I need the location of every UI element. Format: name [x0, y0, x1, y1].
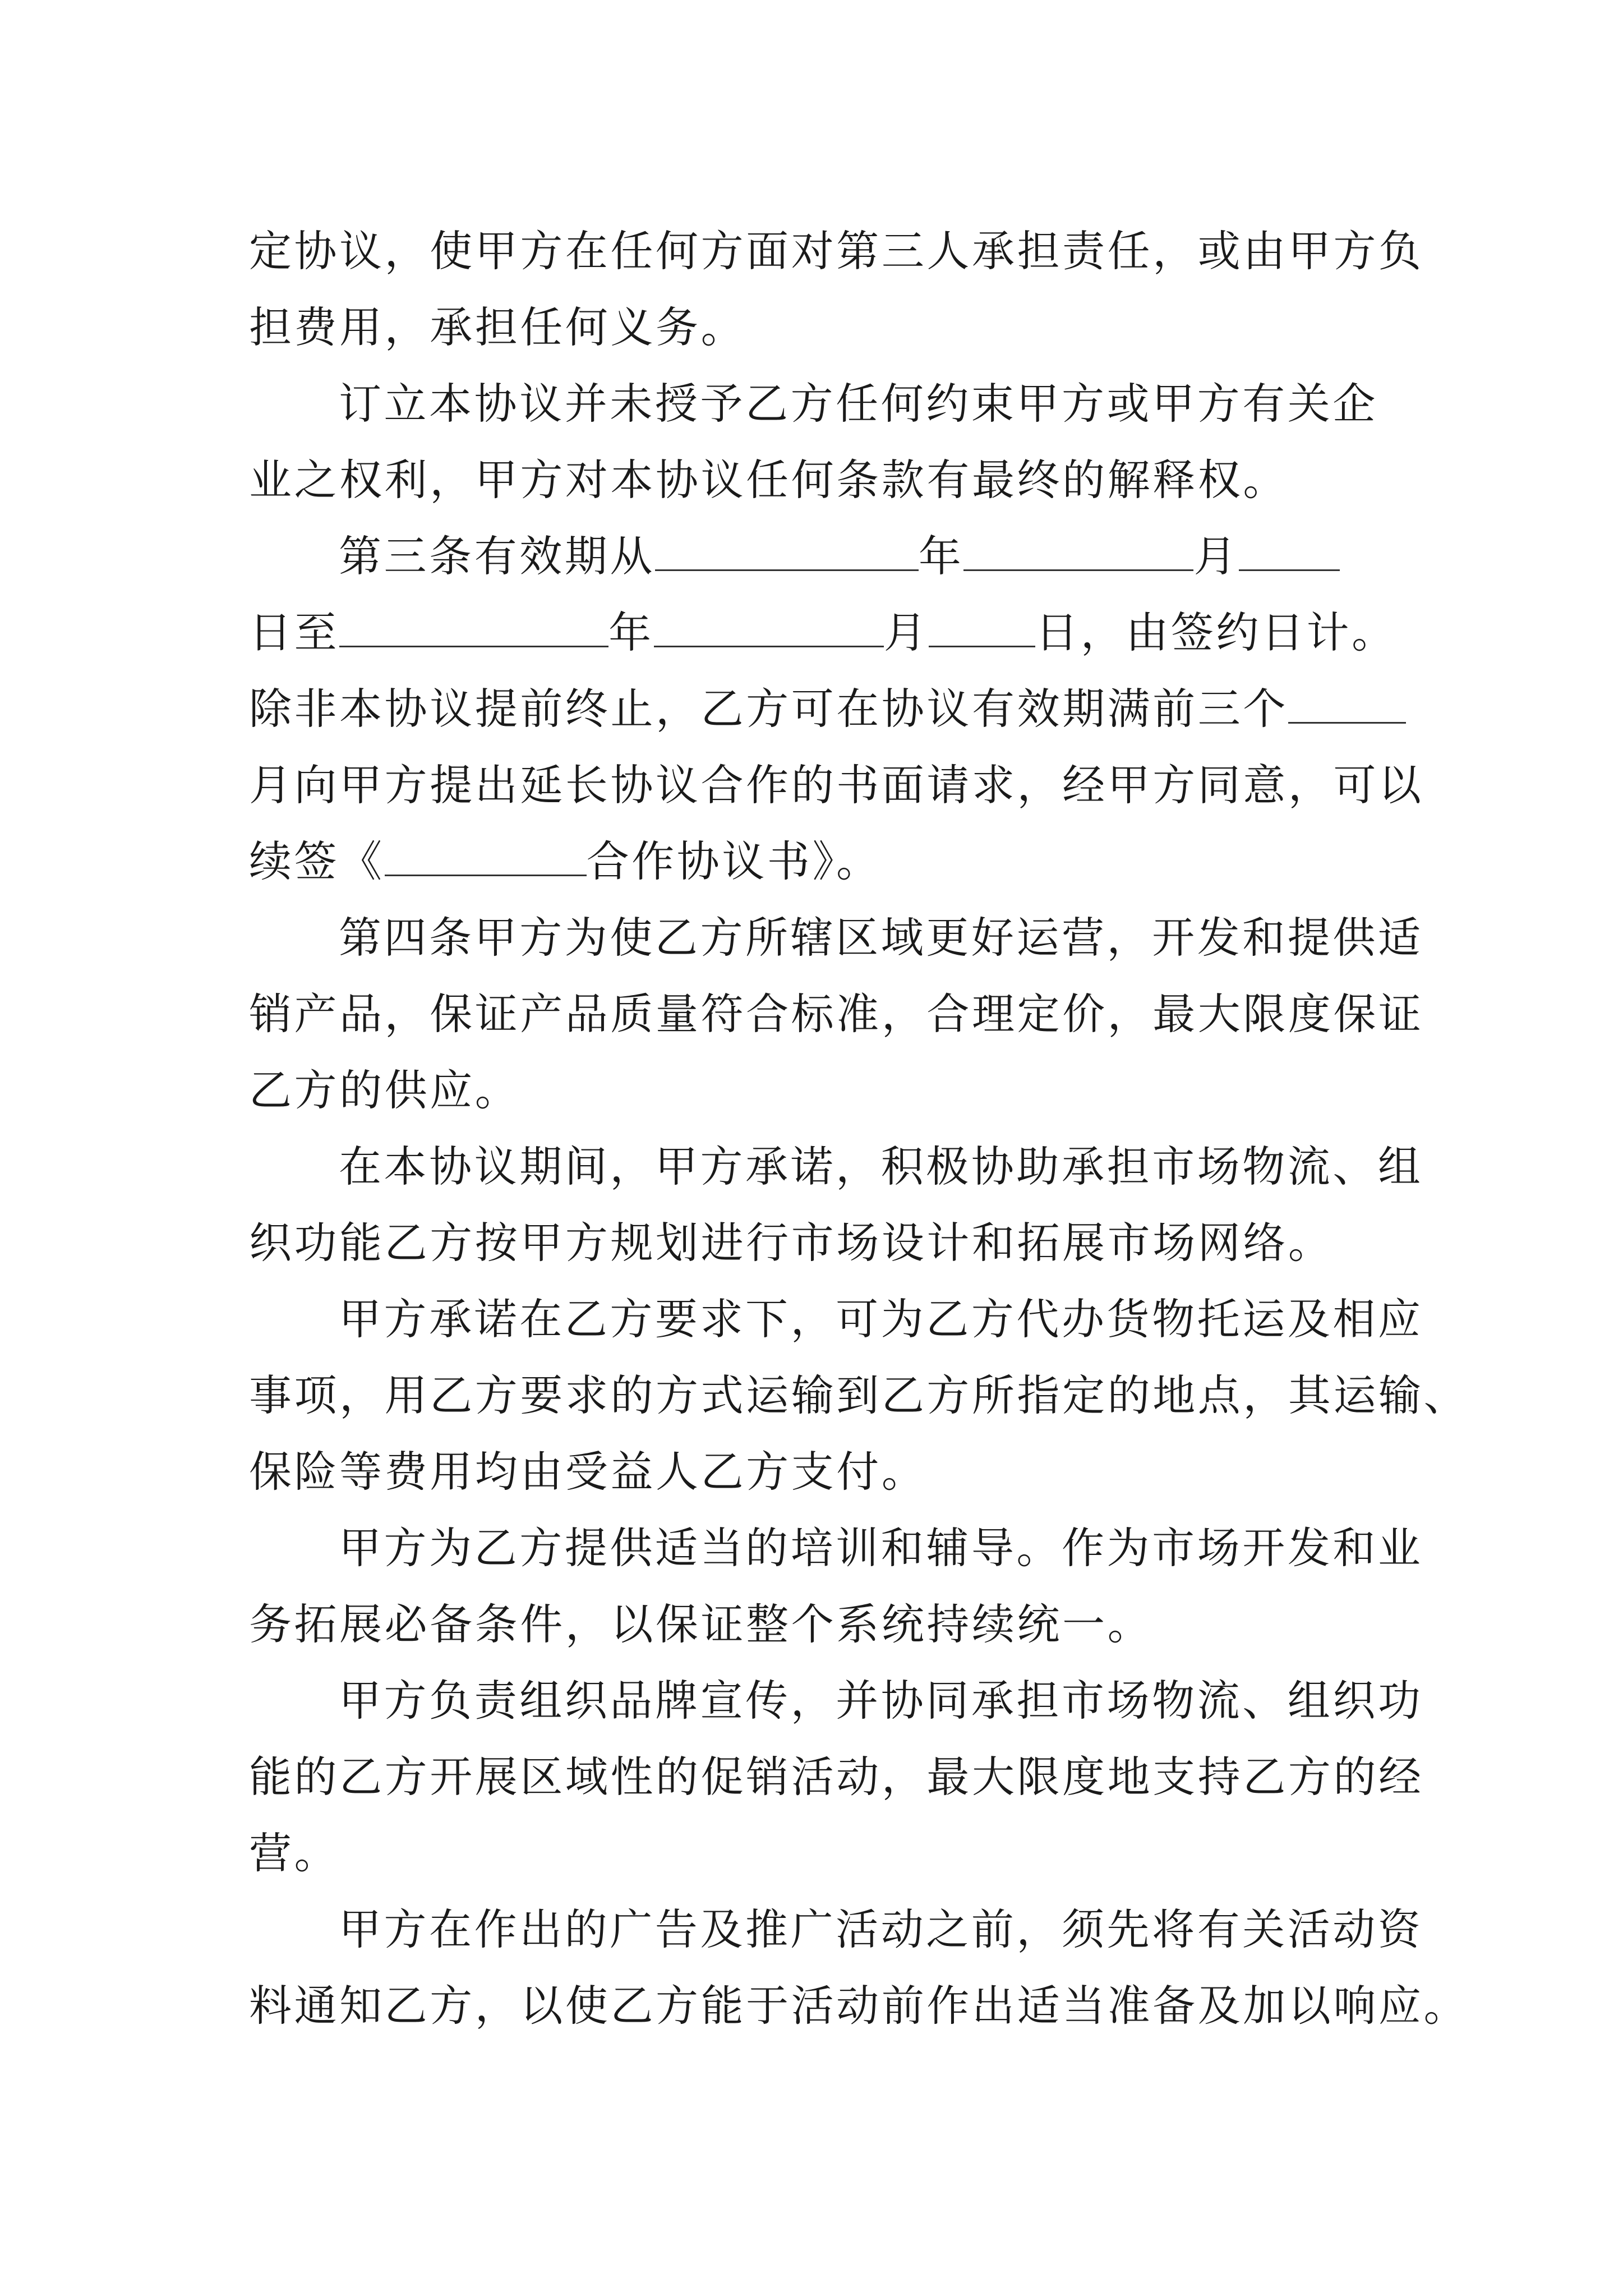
paragraph-line: 织功能乙方按甲方规划进行市场设计和拓展市场网络。 — [249, 1218, 1334, 1268]
article-3-text: 除非本协议提前终止，乙方可在协议有效期满前三个 — [249, 684, 1288, 734]
article-3-text: 年 — [608, 608, 654, 657]
article-3-text: 月 — [1193, 531, 1239, 581]
article-3-text: 月 — [883, 608, 929, 657]
paragraph-line: 甲方为乙方提供适当的培训和辅导。作为市场开发和业 — [339, 1523, 1423, 1573]
paragraph-line: 务拓展必备条件，以保证整个系统持续统一。 — [249, 1599, 1153, 1649]
article-3-text: 第三条有效期从 — [339, 531, 655, 581]
article-3-line-2 — [249, 595, 1397, 671]
paragraph-line: 营。 — [249, 1828, 340, 1878]
paragraph-line: 事项，用乙方要求的方式运输到乙方所指定的地点，其运输、 — [249, 1370, 1469, 1420]
paragraph-line: 订立本协议并未授予乙方任何约束甲方或甲方有关企 — [339, 379, 1378, 429]
fill-blank-end-year[interactable] — [339, 606, 608, 647]
article-3-text: 合作协议书》。 — [586, 836, 882, 886]
paragraph-line: 担费用，承担任何义务。 — [249, 302, 746, 352]
paragraph-line: 在本协议期间，甲方承诺，积极协助承担市场物流、组 — [339, 1142, 1423, 1191]
article-3-line-1 — [249, 518, 1382, 595]
paragraph-line: 业之权利，甲方对本协议任何条款有最终的解释权。 — [249, 455, 1288, 505]
paragraph-line: 第四条甲方为使乙方所辖区域更好运营，开发和提供适 — [339, 913, 1423, 963]
paragraph-line: 甲方承诺在乙方要求下，可为乙方代办货物托运及相应 — [339, 1294, 1423, 1344]
fill-blank-end-month[interactable] — [654, 606, 884, 647]
paragraph-line: 销产品，保证产品质量符合标准，合理定价，最大限度保证 — [249, 989, 1424, 1039]
fill-blank-months[interactable] — [1288, 683, 1406, 724]
article-3-text: 年 — [918, 531, 964, 581]
article-3-line-5 — [249, 823, 1382, 900]
article-3-text: 续签《 — [249, 836, 385, 886]
paragraph-line: 定协议，使甲方在任何方面对第三人承担责任，或由甲方负 — [249, 226, 1424, 276]
fill-blank-start-year[interactable] — [655, 530, 919, 571]
fill-blank-start-day[interactable] — [1239, 530, 1340, 571]
paragraph-line: 乙方的供应。 — [249, 1065, 520, 1115]
article-3-line-4: 月向甲方提出延长协议合作的书面请求，经甲方同意，可以 — [249, 760, 1424, 810]
fill-blank-end-day[interactable] — [929, 606, 1035, 647]
article-3-text: 日，由签约日计。 — [1035, 608, 1397, 657]
paragraph-line: 甲方在作出的广告及推广活动之前，须先将有关活动资 — [339, 1904, 1423, 1954]
article-3-line-3 — [249, 671, 1382, 747]
fill-blank-agreement-name[interactable] — [385, 835, 587, 876]
fill-blank-start-month[interactable] — [963, 530, 1193, 571]
paragraph-line: 料通知乙方，以使乙方能于活动前作出适当准备及加以响应。 — [249, 1981, 1469, 2031]
paragraph-line: 甲方负责组织品牌宣传，并协同承担市场物流、组织功 — [339, 1676, 1423, 1726]
paragraph-line: 能的乙方开展区域性的促销活动，最大限度地支持乙方的经 — [249, 1752, 1424, 1802]
paragraph-line: 保险等费用均由受益人乙方支付。 — [249, 1447, 927, 1497]
document-page — [249, 213, 1469, 2044]
article-3-text: 日至 — [249, 608, 340, 657]
